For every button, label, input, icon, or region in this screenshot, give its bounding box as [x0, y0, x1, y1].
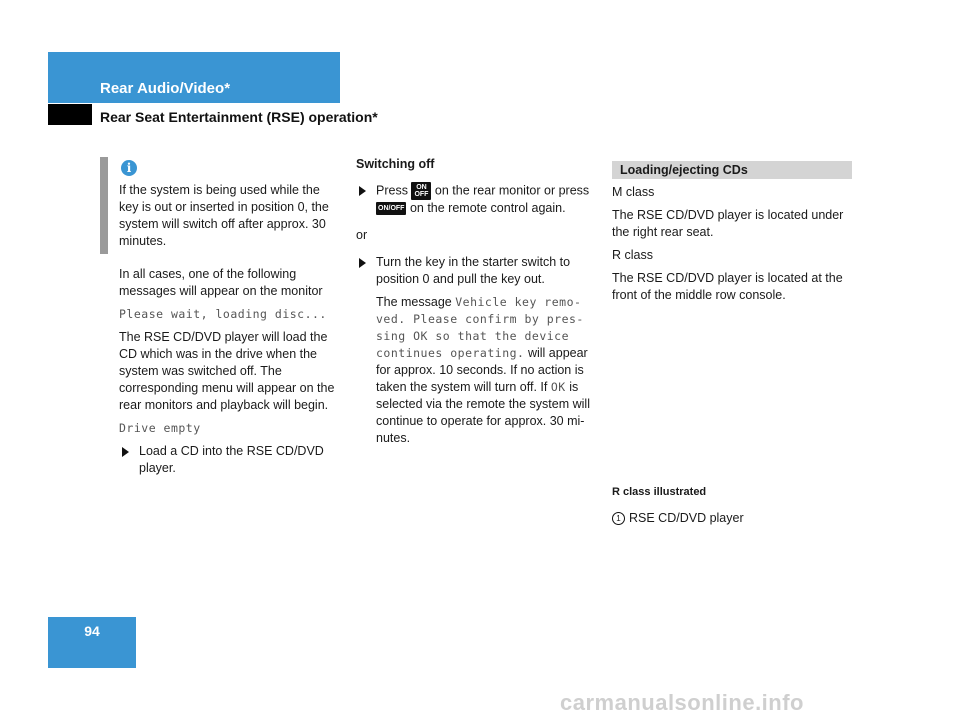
display-message: OK [550, 380, 566, 394]
text-fragment: Press [376, 183, 408, 198]
figure-caption: R class illustrated [612, 486, 707, 498]
info-note [119, 182, 339, 256]
display-message: Vehicle key remo-ved. Please confirm by pres-sing OK so that the device continues operating. [376, 295, 584, 360]
instruction-bullet: Turn the key in the starter switch to position 0 and pull the key out. [356, 254, 596, 288]
watermark: carmanualsonline.info [560, 690, 804, 715]
paragraph: The RSE CD/DVD player is located at the front of the middle row console. [612, 271, 843, 302]
page-number: 94 [48, 617, 136, 668]
subsection-title: Rear Seat Entertainment (RSE) operation* [100, 109, 378, 125]
header-marker [48, 104, 92, 125]
middle-column [356, 156, 596, 453]
callout-number: 1 [612, 512, 625, 525]
paragraph: The RSE CD/DVD player will load the CD which was in the drive when the system was switched off. The corresponding menu will appear on the rear monitors and playback will begin. [119, 330, 335, 412]
text-fragment: will appear for approx. 10 seconds. If no action is taken the system will turn off. If [376, 346, 588, 394]
display-message: Drive empty [119, 421, 201, 435]
model-label: R class [612, 248, 653, 262]
text-fragment: on the rear monitor or press [434, 183, 590, 198]
key-label: OFF [414, 191, 429, 198]
display-message: Please wait, loading disc... [119, 307, 327, 321]
section-title: Rear Audio/Video* [100, 80, 231, 97]
model-label: M class [612, 185, 655, 199]
remote-on-off-key-icon: ON/OFF [376, 202, 406, 215]
text-fragment: on the remote control again. [409, 201, 566, 215]
paragraph: The RSE CD/DVD player is located under the right rear seat. [612, 208, 844, 239]
or-text: or [356, 228, 368, 242]
subheading: Switching off [356, 157, 435, 171]
info-icon: i [121, 160, 137, 176]
section-heading-bar: Loading/ejecting CDs [612, 161, 852, 179]
text-fragment: is selected via the remote the system will continue to operate for approx. 30 mi-nutes. [376, 380, 590, 445]
info-note-bar [100, 157, 108, 254]
instruction-bullet [356, 182, 596, 217]
left-column [119, 266, 341, 483]
info-note-text: If the system is being used while the key is out or inserted in position 0, the system will switch off after approx. 30 minutes. [119, 183, 329, 248]
key-label: ON [416, 184, 427, 191]
figure-legend [612, 510, 852, 527]
message-paragraph [356, 294, 596, 447]
text-fragment: The message [376, 295, 452, 309]
legend-text: RSE CD/DVD player [629, 511, 744, 525]
right-column [612, 184, 852, 310]
paragraph: In all cases, one of the following messages will appear on the monitor [119, 267, 323, 298]
on-off-key-icon [411, 182, 431, 200]
instruction-bullet: Load a CD into the RSE CD/DVD player. [119, 443, 341, 477]
